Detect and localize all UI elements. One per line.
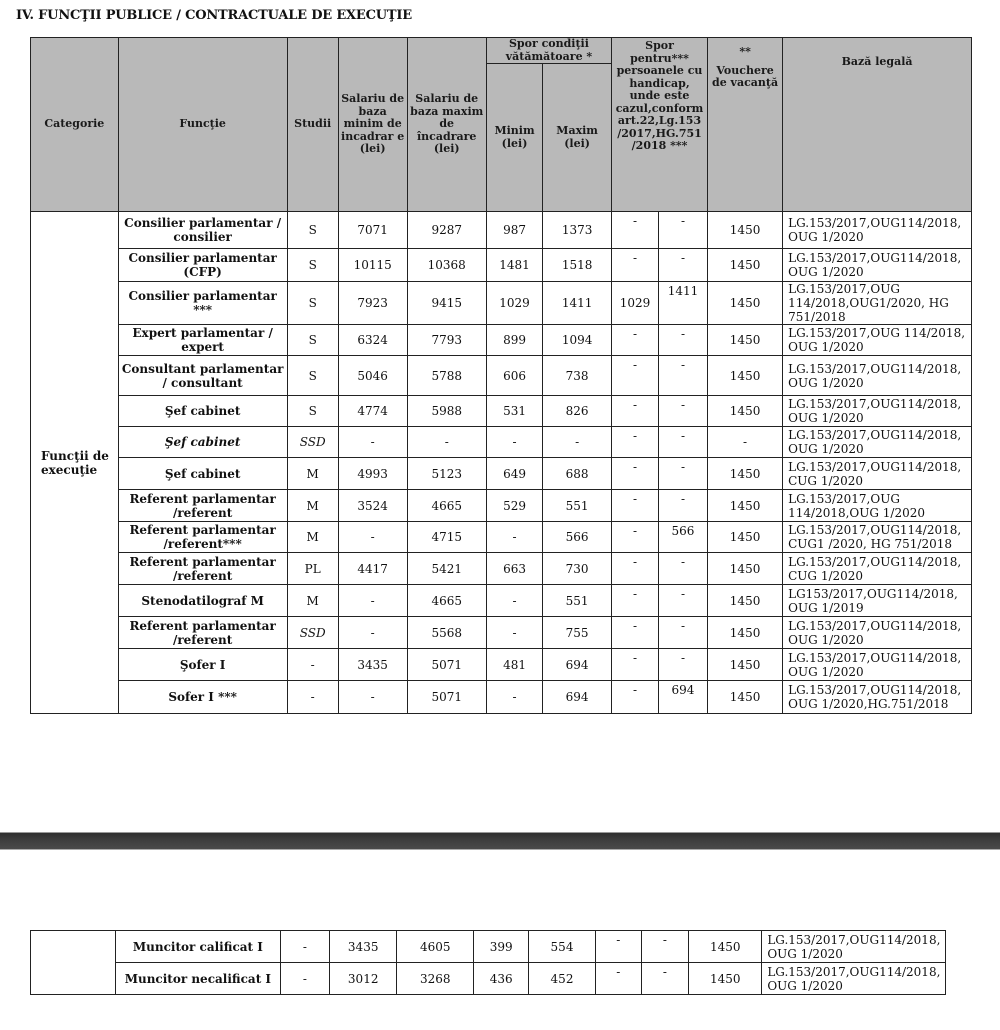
- studii-cell: SSD: [287, 427, 338, 458]
- baza-legala-cell: LG.153/2017,OUG114/2018, OUG 1/2020,HG.751/2018: [783, 681, 972, 714]
- studii-cell: M: [287, 585, 338, 617]
- handicap-max-cell: -: [658, 649, 707, 681]
- handicap-max-cell: -: [658, 212, 707, 249]
- salariu-max-cell: 7793: [407, 325, 486, 356]
- header-salariu-min: Salariu de baza minim de incadrar e (lei): [338, 38, 407, 212]
- table-row: [31, 427, 972, 458]
- page-title: IV. FUNCŢII PUBLICE / CONTRACTUALE DE EXECUŢIE: [16, 8, 412, 23]
- spor-max-cell: 551: [543, 585, 612, 617]
- handicap-max-cell: -: [658, 396, 707, 427]
- handicap-min-cell: 1029: [612, 282, 659, 325]
- handicap-max-cell: -: [641, 931, 689, 963]
- functie-cell: Consilier parlamentar (CFP): [118, 249, 287, 282]
- salariu-min-cell: 7923: [338, 282, 407, 325]
- spor-max-cell: 1518: [543, 249, 612, 282]
- salariu-max-cell: 5071: [407, 649, 486, 681]
- baza-legala-cell: LG.153/2017,OUG 114/2018,OUG1/2020, HG 751/2018: [783, 282, 972, 325]
- handicap-min-cell: -: [595, 931, 641, 963]
- table-row: [31, 458, 972, 490]
- functie-cell: Şef cabinet: [118, 427, 287, 458]
- table-row: [31, 649, 972, 681]
- spor-max-cell: 1094: [543, 325, 612, 356]
- salariu-min-cell: 3524: [338, 490, 407, 522]
- functie-cell: Expert parlamentar / expert: [118, 325, 287, 356]
- spor-min-cell: 987: [486, 212, 542, 249]
- functie-cell: Şef cabinet: [118, 458, 287, 490]
- baza-legala-cell: LG.153/2017,OUG114/2018, OUG 1/2020: [783, 396, 972, 427]
- handicap-max-cell: -: [658, 490, 707, 522]
- baza-legala-cell: LG.153/2017,OUG 114/2018,OUG 1/2020: [783, 490, 972, 522]
- functie-cell: Muncitor calificat I: [116, 931, 280, 963]
- studii-cell: -: [287, 649, 338, 681]
- voucher-cell: 1450: [708, 617, 783, 649]
- header-spor-min: Minim (lei): [486, 64, 542, 212]
- table-row: [31, 396, 972, 427]
- handicap-max-cell: -: [658, 585, 707, 617]
- handicap-max-cell: 566: [658, 522, 707, 553]
- functie-cell: Consilier parlamentar / consilier: [118, 212, 287, 249]
- table-row: [31, 617, 972, 649]
- header-vouchere: [708, 38, 783, 212]
- spor-max-cell: 738: [543, 356, 612, 396]
- salariu-min-cell: -: [338, 617, 407, 649]
- spor-max-cell: 551: [543, 490, 612, 522]
- handicap-max-cell: -: [658, 356, 707, 396]
- table-row: [31, 282, 972, 325]
- spor-min-cell: 1481: [486, 249, 542, 282]
- spor-max-cell: 1411: [543, 282, 612, 325]
- voucher-cell: 1450: [708, 681, 783, 714]
- handicap-max-cell: -: [658, 427, 707, 458]
- salariu-min-cell: 10115: [338, 249, 407, 282]
- voucher-cell: 1450: [708, 356, 783, 396]
- table-row: [31, 931, 946, 963]
- salariu-max-cell: 4715: [407, 522, 486, 553]
- baza-legala-cell: LG.153/2017,OUG114/2018, OUG 1/2020: [783, 249, 972, 282]
- studii-cell: M: [287, 490, 338, 522]
- baza-legala-cell: LG.153/2017,OUG114/2018, CUG1 /2020, HG 751/2018: [783, 522, 972, 553]
- table-row: [31, 356, 972, 396]
- studii-cell: M: [287, 458, 338, 490]
- spor-min-cell: 1029: [486, 282, 542, 325]
- salariu-max-cell: 5788: [407, 356, 486, 396]
- salariu-max-cell: 3268: [397, 963, 474, 995]
- baza-legala-cell: LG.153/2017,OUG114/2018, OUG 1/2020: [783, 427, 972, 458]
- handicap-min-cell: -: [612, 649, 659, 681]
- salariu-min-cell: 3012: [330, 963, 397, 995]
- salariu-max-cell: 9415: [407, 282, 486, 325]
- handicap-max-cell: 694: [658, 681, 707, 714]
- header-baza-legala: Bază legală: [783, 38, 972, 212]
- handicap-max-cell: -: [658, 617, 707, 649]
- studii-cell: -: [280, 963, 330, 995]
- spor-max-cell: 730: [543, 553, 612, 585]
- handicap-max-cell: -: [658, 249, 707, 282]
- voucher-cell: 1450: [708, 585, 783, 617]
- functie-cell: Referent parlamentar /referent: [118, 617, 287, 649]
- spor-min-cell: 649: [486, 458, 542, 490]
- studii-cell: M: [287, 522, 338, 553]
- spor-min-cell: 531: [486, 396, 542, 427]
- spor-min-cell: 899: [486, 325, 542, 356]
- salariu-min-cell: -: [338, 427, 407, 458]
- studii-cell: S: [287, 396, 338, 427]
- functie-cell: Referent parlamentar /referent: [118, 490, 287, 522]
- handicap-min-cell: -: [612, 249, 659, 282]
- spor-max-cell: 452: [529, 963, 596, 995]
- header-spor-max: Maxim (lei): [543, 64, 612, 212]
- table-row: [31, 585, 972, 617]
- salariu-max-cell: 4665: [407, 585, 486, 617]
- handicap-min-cell: -: [595, 963, 641, 995]
- salariu-min-cell: -: [338, 522, 407, 553]
- baza-legala-cell: LG.153/2017,OUG114/2018, CUG 1/2020: [783, 553, 972, 585]
- spor-min-cell: -: [486, 681, 542, 714]
- studii-cell: SSD: [287, 617, 338, 649]
- spor-min-cell: 529: [486, 490, 542, 522]
- voucher-cell: 1450: [689, 931, 762, 963]
- category-cell: Funcţii de execuţie: [31, 212, 119, 714]
- handicap-max-cell: -: [658, 553, 707, 585]
- handicap-min-cell: -: [612, 617, 659, 649]
- voucher-cell: 1450: [708, 396, 783, 427]
- functie-cell: Referent parlamentar /referent***: [118, 522, 287, 553]
- baza-legala-cell: LG.153/2017,OUG114/2018, CUG 1/2020: [783, 458, 972, 490]
- functie-cell: Referent parlamentar /referent: [118, 553, 287, 585]
- handicap-max-cell: -: [658, 325, 707, 356]
- voucher-cell: 1450: [708, 282, 783, 325]
- studii-cell: S: [287, 282, 338, 325]
- table-row: [31, 522, 972, 553]
- header-vouchere-label: Vouchere de vacanţă: [712, 63, 779, 89]
- salariu-max-cell: 5071: [407, 681, 486, 714]
- header-spor-handicap: Spor pentru*** persoanele cu handicap, unde este cazul,conform art.22,Lg.153 /2017,HG.751 /2018 ***: [612, 38, 708, 212]
- voucher-cell: 1450: [689, 963, 762, 995]
- handicap-min-cell: -: [612, 212, 659, 249]
- spor-max-cell: -: [543, 427, 612, 458]
- handicap-min-cell: -: [612, 325, 659, 356]
- salariu-min-cell: -: [338, 585, 407, 617]
- salariu-max-cell: 4605: [397, 931, 474, 963]
- spor-min-cell: 481: [486, 649, 542, 681]
- baza-legala-cell: LG.153/2017,OUG114/2018, OUG 1/2020: [783, 356, 972, 396]
- handicap-max-cell: -: [641, 963, 689, 995]
- spor-max-cell: 688: [543, 458, 612, 490]
- salariu-max-cell: 10368: [407, 249, 486, 282]
- studii-cell: S: [287, 212, 338, 249]
- studii-cell: S: [287, 249, 338, 282]
- salariu-min-cell: 6324: [338, 325, 407, 356]
- studii-cell: S: [287, 325, 338, 356]
- handicap-min-cell: -: [612, 681, 659, 714]
- salariu-min-cell: 3435: [338, 649, 407, 681]
- handicap-min-cell: -: [612, 490, 659, 522]
- voucher-cell: 1450: [708, 249, 783, 282]
- table-row: [31, 490, 972, 522]
- spor-min-cell: -: [486, 585, 542, 617]
- header-spor-conditii: Spor condiţii vătămătoare *: [486, 38, 611, 64]
- spor-min-cell: 399: [474, 931, 529, 963]
- salariu-min-cell: 3435: [330, 931, 397, 963]
- handicap-max-cell: -: [658, 458, 707, 490]
- salariu-max-cell: 5421: [407, 553, 486, 585]
- baza-legala-cell: LG.153/2017,OUG114/2018, OUG 1/2020: [783, 617, 972, 649]
- functie-cell: Şofer I: [118, 649, 287, 681]
- voucher-cell: -: [708, 427, 783, 458]
- page-divider: [0, 832, 1000, 850]
- salariu-min-cell: 5046: [338, 356, 407, 396]
- salariu-min-cell: 7071: [338, 212, 407, 249]
- handicap-min-cell: -: [612, 458, 659, 490]
- header-functie: Funcţie: [118, 38, 287, 212]
- handicap-min-cell: -: [612, 522, 659, 553]
- salary-table: [30, 37, 972, 714]
- spor-max-cell: 694: [543, 649, 612, 681]
- salariu-max-cell: 9287: [407, 212, 486, 249]
- voucher-cell: 1450: [708, 325, 783, 356]
- functie-cell: Şef cabinet: [118, 396, 287, 427]
- salariu-max-cell: 5568: [407, 617, 486, 649]
- functie-cell: Stenodatilograf M: [118, 585, 287, 617]
- spor-min-cell: 663: [486, 553, 542, 585]
- salariu-max-cell: -: [407, 427, 486, 458]
- table-row: [31, 681, 972, 714]
- baza-legala-cell: LG.153/2017,OUG114/2018, OUG 1/2020: [783, 649, 972, 681]
- functie-cell: Muncitor necalificat I: [116, 963, 280, 995]
- table-row: [31, 963, 946, 995]
- category-cell: [31, 931, 116, 995]
- salary-table-continued: [30, 930, 946, 995]
- spor-min-cell: -: [486, 617, 542, 649]
- spor-min-cell: -: [486, 427, 542, 458]
- salariu-max-cell: 4665: [407, 490, 486, 522]
- baza-legala-cell: LG153/2017,OUG114/2018, OUG 1/2019: [783, 585, 972, 617]
- baza-legala-cell: LG.153/2017,OUG114/2018, OUG 1/2020: [762, 963, 946, 995]
- table-row: [31, 212, 972, 249]
- voucher-cell: 1450: [708, 458, 783, 490]
- voucher-cell: 1450: [708, 649, 783, 681]
- voucher-cell: 1450: [708, 212, 783, 249]
- spor-min-cell: -: [486, 522, 542, 553]
- baza-legala-cell: LG.153/2017,OUG 114/2018, OUG 1/2020: [783, 325, 972, 356]
- header-salariu-max: Salariu de baza maxim de încadrare (lei): [407, 38, 486, 212]
- handicap-min-cell: -: [612, 585, 659, 617]
- spor-min-cell: 436: [474, 963, 529, 995]
- handicap-max-cell: 1411: [658, 282, 707, 325]
- spor-max-cell: 1373: [543, 212, 612, 249]
- header-studii: Studii: [287, 38, 338, 212]
- spor-max-cell: 694: [543, 681, 612, 714]
- salariu-max-cell: 5988: [407, 396, 486, 427]
- handicap-min-cell: -: [612, 427, 659, 458]
- functie-cell: Consultant parlamentar / consultant: [118, 356, 287, 396]
- voucher-cell: 1450: [708, 553, 783, 585]
- studii-cell: -: [280, 931, 330, 963]
- salariu-min-cell: 4417: [338, 553, 407, 585]
- studii-cell: PL: [287, 553, 338, 585]
- salariu-max-cell: 5123: [407, 458, 486, 490]
- salariu-min-cell: 4993: [338, 458, 407, 490]
- spor-max-cell: 826: [543, 396, 612, 427]
- spor-max-cell: 566: [543, 522, 612, 553]
- functie-cell: Sofer I ***: [118, 681, 287, 714]
- baza-legala-cell: LG.153/2017,OUG114/2018, OUG 1/2020: [762, 931, 946, 963]
- salariu-min-cell: -: [338, 681, 407, 714]
- header-categorie: Categorie: [31, 38, 119, 212]
- handicap-min-cell: -: [612, 356, 659, 396]
- spor-min-cell: 606: [486, 356, 542, 396]
- baza-legala-cell: LG.153/2017,OUG114/2018, OUG 1/2020: [783, 212, 972, 249]
- voucher-cell: 1450: [708, 522, 783, 553]
- studii-cell: S: [287, 356, 338, 396]
- salariu-min-cell: 4774: [338, 396, 407, 427]
- table-row: [31, 325, 972, 356]
- header-vouchere-stars: **: [739, 45, 751, 58]
- handicap-min-cell: -: [612, 396, 659, 427]
- spor-max-cell: 554: [529, 931, 596, 963]
- voucher-cell: 1450: [708, 490, 783, 522]
- handicap-min-cell: -: [612, 553, 659, 585]
- table-row: [31, 553, 972, 585]
- studii-cell: -: [287, 681, 338, 714]
- functie-cell: Consilier parlamentar ***: [118, 282, 287, 325]
- table-row: [31, 249, 972, 282]
- spor-max-cell: 755: [543, 617, 612, 649]
